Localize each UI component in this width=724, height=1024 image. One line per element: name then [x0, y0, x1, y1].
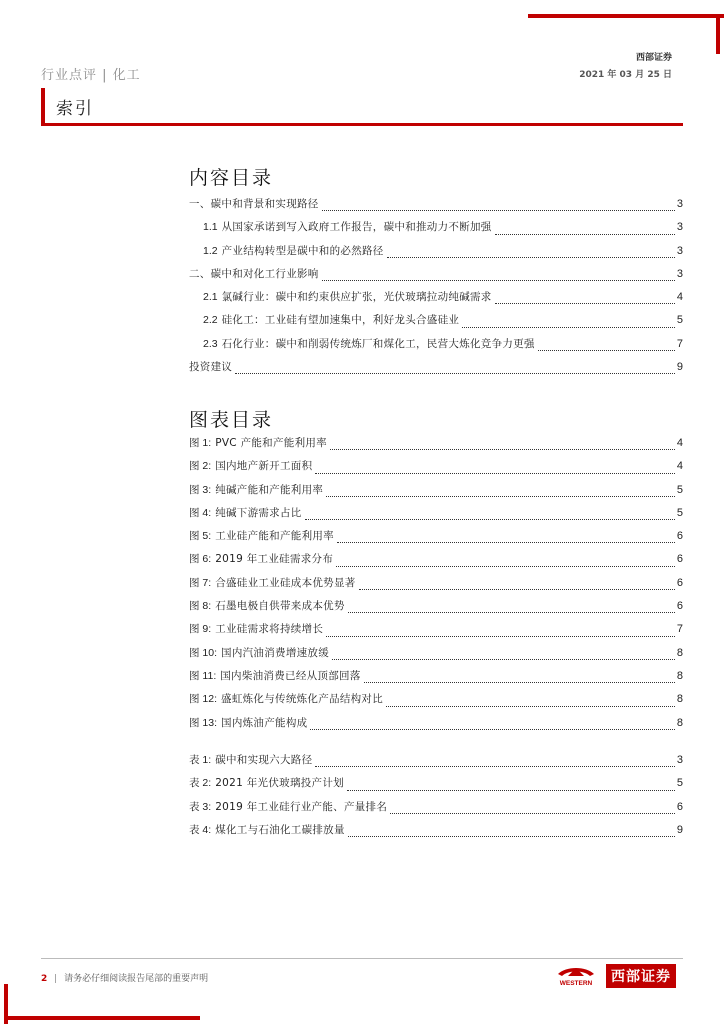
corner-accent-top [528, 14, 724, 18]
figure-entry-page: 8 [676, 716, 683, 729]
figures-list [189, 435, 683, 738]
table-entry-label: 2019 年工业硅行业产能、产量排名 [215, 800, 388, 813]
toc-entry-label: 石化行业：碳中和削弱传统炼厂和煤化工，民营大炼化竞争力更强 [221, 337, 535, 350]
figure-entry-number: 图 8: [189, 600, 212, 613]
toc-entry-page: 4 [676, 291, 683, 304]
figure-entry[interactable] [189, 458, 683, 481]
table-entry-page: 6 [676, 800, 683, 813]
toc-leader-dots [336, 566, 675, 567]
figure-entry[interactable] [189, 645, 683, 668]
toc-entry[interactable] [189, 312, 683, 335]
table-entry[interactable] [189, 752, 683, 775]
toc-leader-dots [390, 813, 675, 814]
figure-entry[interactable] [189, 528, 683, 551]
toc-entry[interactable] [189, 289, 683, 312]
report-category: 行业点评 | 化工 [41, 68, 141, 83]
figure-entry-label: 国内炼油产能构成 [221, 716, 308, 729]
figure-entry[interactable] [189, 575, 683, 598]
figure-entry-number: 图 13: [189, 716, 218, 729]
figure-entry-page: 6 [676, 576, 683, 589]
toc-entry-label: 投资建议 [189, 361, 233, 374]
toc-leader-dots [387, 257, 675, 258]
toc-leader-dots [305, 519, 675, 520]
toc-entry-number: 1.1 [203, 221, 218, 234]
footer-disclaimer: 请务必仔细阅读报告尾部的重要声明 [64, 974, 209, 984]
header-meta [579, 50, 672, 80]
toc-entry-page: 3 [676, 267, 683, 280]
figure-entry-page: 4 [676, 437, 683, 449]
toc-leader-dots [364, 682, 675, 683]
toc-entry-page: 7 [676, 337, 683, 350]
western-logo-icon [554, 964, 598, 988]
figure-entry-label: 国内地产新开工面积 [215, 460, 313, 473]
toc-entry-label: 氯碱行业：碳中和约束供应扩张，光伏玻璃拉动纯碱需求 [221, 291, 492, 304]
footer-page-number: 2 [41, 974, 48, 984]
toc-leader-dots [332, 659, 675, 660]
toc-leader-dots [348, 612, 675, 613]
contents-list [189, 196, 683, 382]
toc-entry-page: 3 [676, 244, 683, 257]
corner-accent-bottom [4, 1016, 200, 1020]
figure-entry[interactable] [189, 621, 683, 644]
toc-leader-dots [322, 210, 675, 211]
figure-entry-label: 国内汽油消费增速放缓 [221, 646, 330, 659]
figure-entry[interactable] [189, 715, 683, 738]
toc-entry-number: 2.2 [203, 314, 218, 327]
toc-leader-dots [347, 790, 675, 791]
figure-entry-page: 5 [676, 506, 683, 519]
toc-entry-page: 3 [676, 221, 683, 234]
figure-entry-page: 4 [676, 460, 683, 473]
toc-entry[interactable] [189, 266, 683, 289]
toc-leader-dots [359, 589, 675, 590]
toc-leader-dots [462, 327, 675, 328]
corner-accent-top-vertical [716, 14, 720, 54]
figure-entry-number: 图 9: [189, 623, 212, 636]
figure-entry-label: 纯碱产能和产能利用率 [215, 483, 324, 496]
report-date: 2021 年 03 月 25 日 [579, 70, 672, 80]
figure-entry[interactable] [189, 482, 683, 505]
figures-heading: 图表目录 [189, 409, 274, 431]
table-entry-label: 碳中和实现六大路径 [215, 754, 313, 766]
toc-entry-number: 2.1 [203, 291, 218, 304]
toc-entry-label: 一、碳中和背景和实现路径 [189, 198, 319, 210]
section-divider [41, 123, 683, 126]
header-brand: 西部证券 [635, 53, 672, 63]
figure-entry-number: 图 7: [189, 576, 212, 589]
figure-entry-page: 8 [676, 669, 683, 682]
figure-entry-label: 国内柴油消费已经从顶部回落 [220, 669, 361, 682]
figure-entry-page: 6 [676, 530, 683, 543]
figure-entry[interactable] [189, 551, 683, 574]
toc-entry[interactable] [189, 359, 683, 382]
toc-leader-dots [538, 350, 675, 351]
figure-entry-label: 纯碱下游需求占比 [215, 506, 302, 519]
table-entry-number: 表 4: [189, 823, 212, 836]
toc-entry[interactable] [189, 243, 683, 266]
figure-entry-label: 石墨电极自供带来成本优势 [215, 600, 345, 613]
contents-heading: 内容目录 [189, 167, 274, 189]
section-title-bar [41, 88, 45, 124]
toc-leader-dots [315, 473, 674, 474]
table-entry-label: 2021 年光伏玻璃投产计划 [215, 777, 344, 790]
figure-entry-label: 盛虹炼化与传统炼化产品结构对比 [221, 693, 384, 706]
toc-leader-dots [495, 303, 675, 304]
figure-entry-number: 图 2: [189, 460, 212, 473]
toc-entry-number: 2.3 [203, 337, 218, 350]
footer-separator: | [54, 974, 58, 984]
section-title: 索引 [56, 99, 94, 119]
table-entry[interactable] [189, 822, 683, 845]
toc-leader-dots [235, 373, 675, 374]
figure-entry-page: 6 [676, 600, 683, 613]
table-entry[interactable] [189, 799, 683, 822]
toc-entry-label: 硅化工：工业硅有望加速集中，利好龙头合盛硅业 [221, 314, 460, 327]
toc-leader-dots [337, 542, 675, 543]
figure-entry-number: 图 11: [189, 669, 217, 682]
table-entry-number: 表 1: [189, 754, 212, 766]
table-entry-number: 表 2: [189, 777, 212, 790]
table-entry[interactable] [189, 775, 683, 798]
toc-leader-dots [326, 496, 675, 497]
company-logo [554, 964, 676, 988]
figure-entry-number: 图 3: [189, 483, 212, 496]
figure-entry-number: 图 6: [189, 553, 212, 566]
table-entry-page: 3 [676, 754, 683, 766]
figure-entry-label: 合盛硅业工业硅成本优势显著 [215, 576, 356, 589]
figure-entry-label: 工业硅产能和产能利用率 [215, 530, 334, 543]
toc-entry-label: 从国家承诺到写入政府工作报告，碳中和推动力不断加强 [221, 221, 492, 234]
figure-entry-page: 7 [676, 623, 683, 636]
toc-leader-dots [495, 234, 675, 235]
figure-entry-number: 图 12: [189, 693, 218, 706]
tables-list [189, 752, 683, 845]
footer [41, 971, 208, 984]
figure-entry[interactable] [189, 668, 683, 691]
toc-entry[interactable] [189, 196, 683, 219]
figure-entry-label: 2019 年工业硅需求分布 [215, 553, 334, 566]
toc-leader-dots [330, 449, 675, 450]
toc-entry[interactable] [189, 219, 683, 242]
figure-entry-label: 工业硅需求将持续增长 [215, 623, 324, 636]
figure-entry-page: 5 [676, 483, 683, 496]
toc-entry-page: 3 [676, 198, 683, 210]
figure-entry-label: PVC 产能和产能利用率 [215, 437, 327, 449]
toc-entry[interactable] [189, 336, 683, 359]
table-entry-number: 表 3: [189, 800, 212, 813]
figure-entry[interactable] [189, 505, 683, 528]
figure-entry[interactable] [189, 598, 683, 621]
figure-entry-number: 图 10: [189, 646, 218, 659]
figure-entry-number: 图 4: [189, 506, 212, 519]
logo-mark-text: WESTERN [559, 980, 593, 987]
table-entry-label: 煤化工与石油化工碳排放量 [215, 823, 345, 836]
table-entry-page: 9 [676, 823, 683, 836]
toc-entry-label: 二、碳中和对化工行业影响 [189, 267, 319, 280]
figure-entry-page: 6 [676, 553, 683, 566]
figure-entry[interactable] [189, 691, 683, 714]
figure-entry-page: 8 [676, 646, 683, 659]
figure-entry-page: 8 [676, 693, 683, 706]
footer-divider [41, 958, 683, 959]
figure-entry-number: 图 5: [189, 530, 212, 543]
figure-entry-number: 图 1: [189, 437, 212, 449]
toc-entry-label: 产业结构转型是碳中和的必然路径 [221, 244, 384, 257]
toc-leader-dots [315, 766, 674, 767]
figure-entry[interactable] [189, 435, 683, 458]
toc-entry-page: 9 [676, 361, 683, 374]
toc-leader-dots [310, 729, 674, 730]
toc-entry-number: 1.2 [203, 244, 218, 257]
toc-leader-dots [348, 836, 675, 837]
toc-entry-page: 5 [676, 314, 683, 327]
logo-name: 西部证券 [606, 964, 676, 988]
toc-leader-dots [326, 636, 675, 637]
table-entry-page: 5 [676, 777, 683, 790]
toc-leader-dots [386, 706, 675, 707]
toc-leader-dots [322, 280, 675, 281]
